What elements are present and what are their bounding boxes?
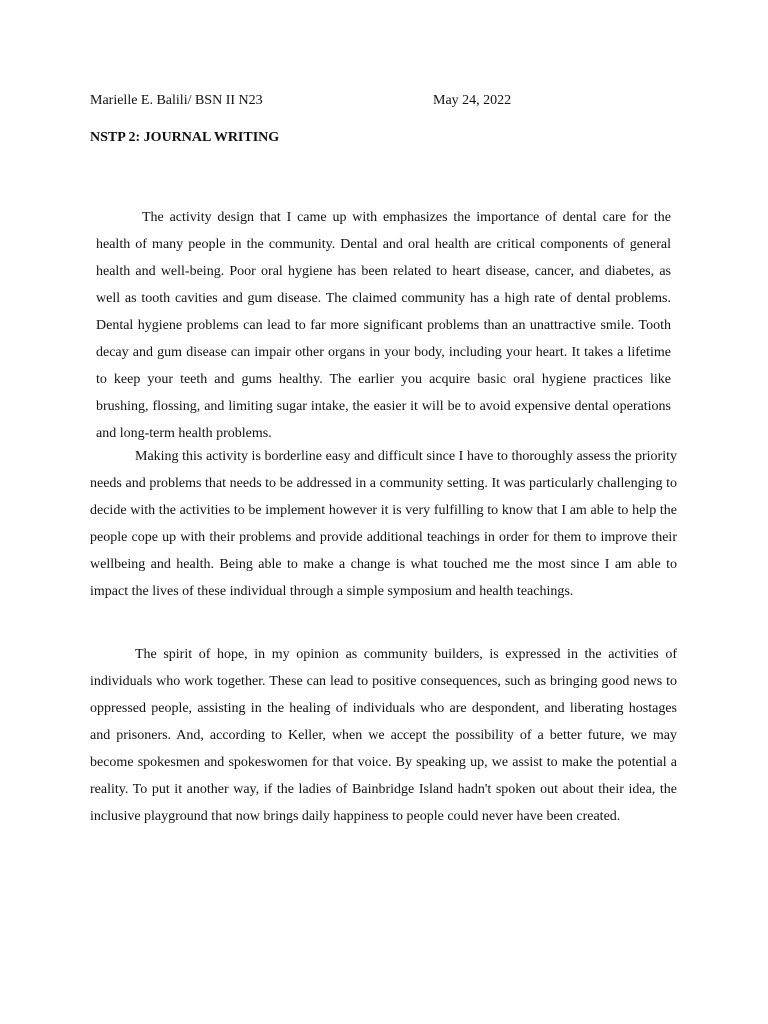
paragraph-2: Making this activity is borderline easy and difficult since I have to thoroughly assess the priority needs and problems that needs to be addressed in a community setting. It was particularly challenging to decide with the activities to be implement however it is very fulfilling to know that I am able to help the people cope up with their problems and provide additional teachings in order for them to improve their wellbeing and health. Being able to make a change is what touched me the most since I am able to impact the lives of these individual through a simple symposium and health teachings.: [90, 449, 677, 599]
author-line: Marielle E. Balili/ BSN II N23: [90, 93, 263, 108]
document-date: May 24, 2022: [433, 93, 512, 108]
document-header: [90, 93, 690, 113]
paragraph-1: The activity design that I came up with emphasizes the importance of dental care for the health of many people in the community. Dental and oral health are critical components of general health and well-being. Poor oral hygiene has been related to heart disease, cancer, and diabetes, as well as tooth cavities and gum disease. The claimed community has a high rate of dental problems. Dental hygiene problems can lead to far more significant problems than an unattractive smile. Tooth decay and gum disease can impair other organs in your body, including your heart. It takes a lifetime to keep your teeth and gums healthy. The earlier you acquire basic oral hygiene practices like brushing, flossing, and limiting sugar intake, the easier it will be to avoid expensive dental operations and long-term health problems.: [96, 210, 671, 441]
paragraph-3: The spirit of hope, in my opinion as community builders, is expressed in the activities of individuals who work together. These can lead to positive consequences, such as bringing good news to oppressed people, assisting in the healing of individuals who are despondent, and liberating hostages and prisoners. And, according to Keller, when we accept the possibility of a better future, we may become spokesmen and spokeswomen for that voice. By speaking up, we assist to make the potential a reality. To put it another way, if the ladies of Bainbridge Island hadn't spoken out about their idea, the inclusive playground that now brings daily happiness to people could never have been created.: [90, 647, 677, 824]
document-title: NSTP 2: JOURNAL WRITING: [90, 130, 280, 145]
